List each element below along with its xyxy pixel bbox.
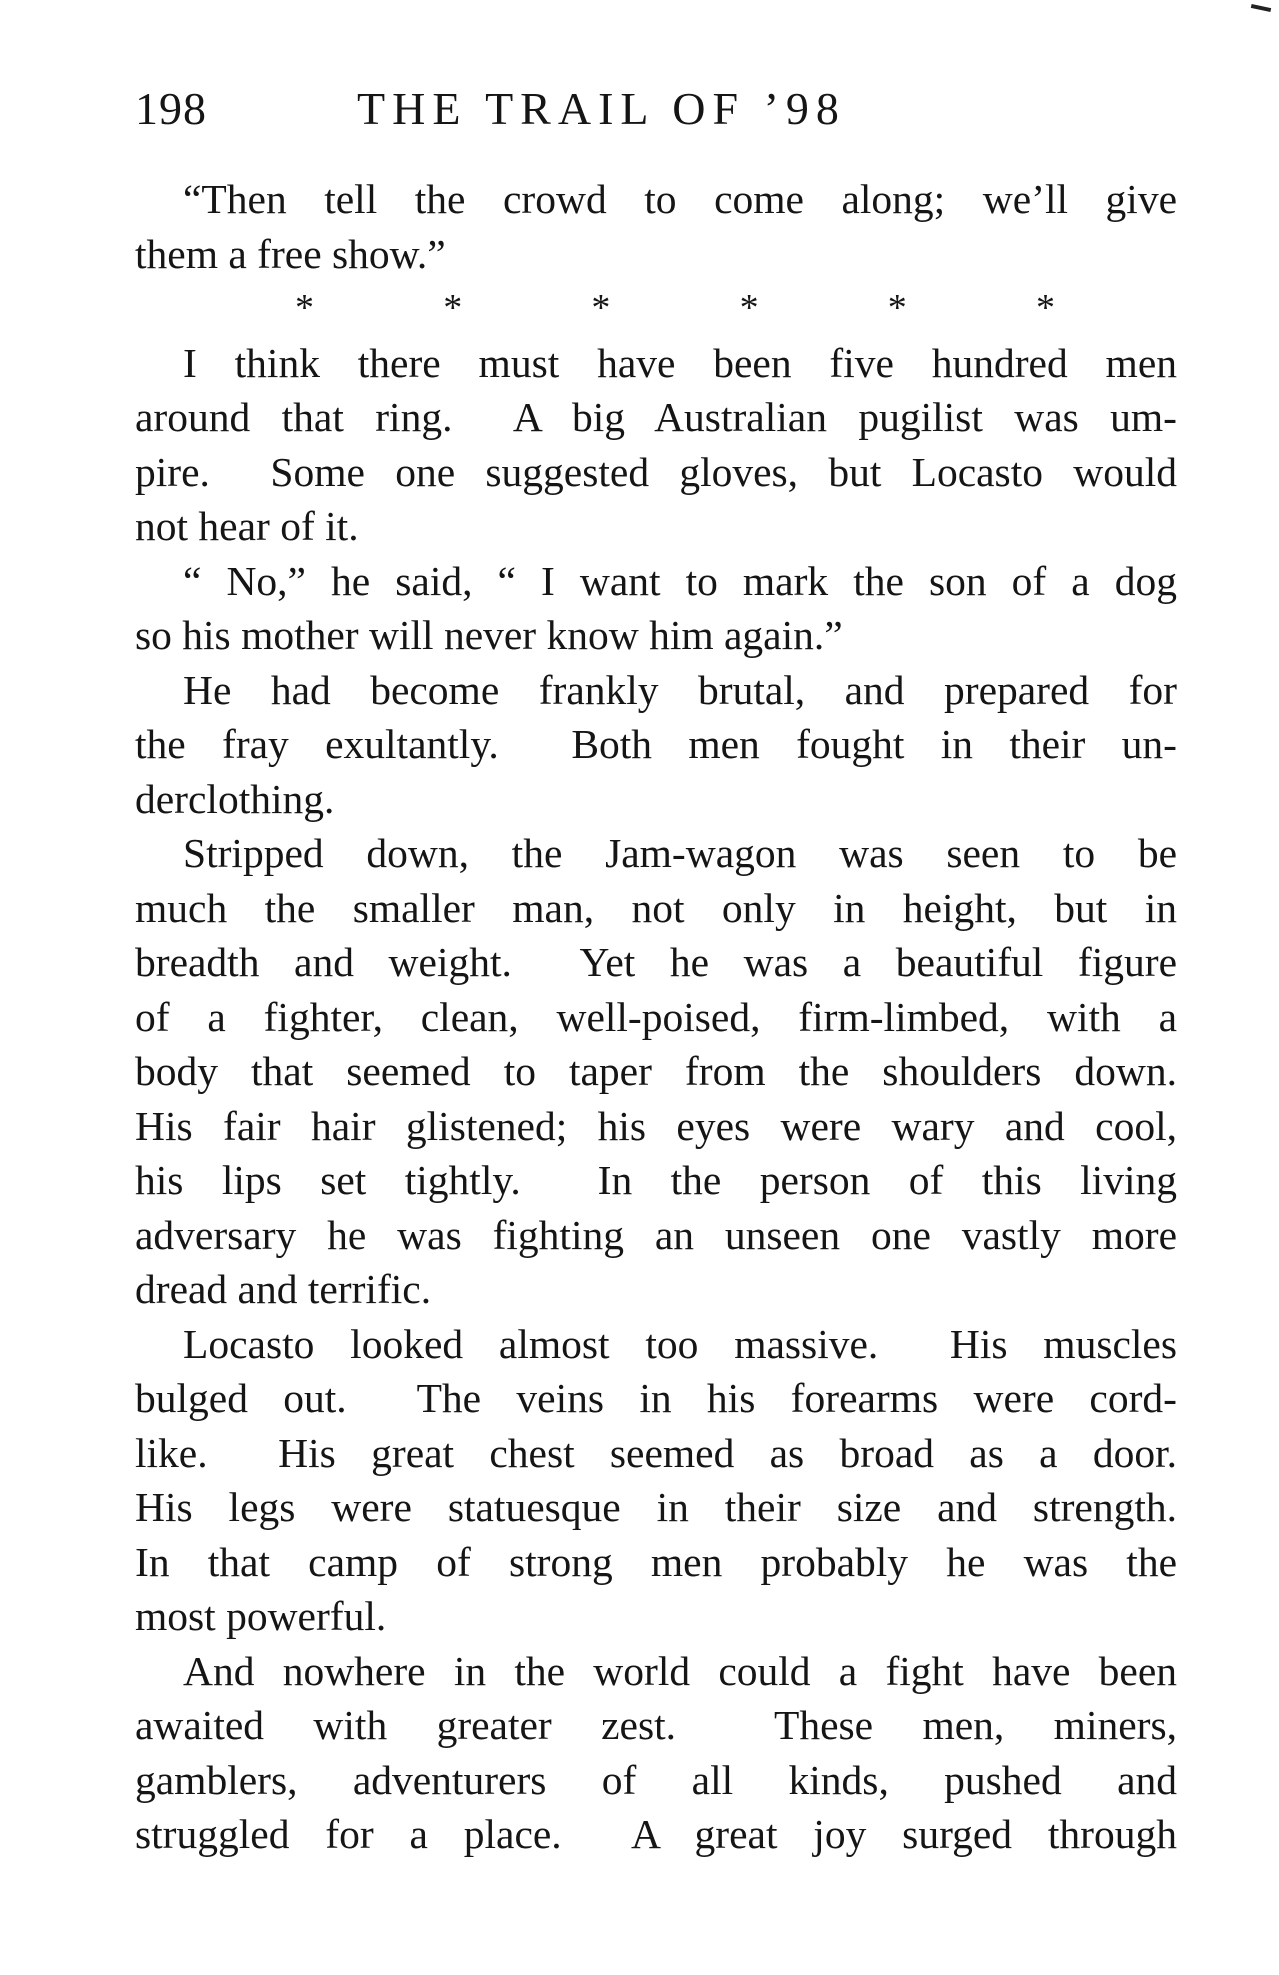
paragraph (135, 1644, 1177, 1862)
text-line: I think there must have been five hundred men (183, 339, 1177, 386)
paragraph (135, 554, 1177, 663)
asterisk: * (591, 287, 611, 329)
text-line: And nowhere in the world could a fight have been (183, 1647, 1177, 1694)
paragraph (135, 172, 1177, 281)
paragraph (135, 1317, 1177, 1644)
asterisk: * (295, 287, 314, 329)
text-line: so his mother will never know him again.” (135, 612, 843, 658)
running-title: THE TRAIL OF ’98 (357, 83, 846, 134)
text-line: derclothing. (135, 775, 335, 822)
asterisk: * (887, 287, 907, 329)
section-break-asterisks (295, 281, 1055, 336)
text-line: Stripped down, the Jam-wagon was seen to be (183, 830, 1177, 876)
page-header (135, 82, 1035, 142)
text-line: gamblers, adventurers of all kinds, pushed and (135, 1756, 1177, 1803)
text-line: like. His great chest seemed as broad as a door. (135, 1429, 1177, 1476)
text-line: In that camp of strong men probably he was the (135, 1538, 1177, 1585)
text-line: He had become frankly brutal, and prepared for (183, 666, 1177, 713)
text-line: them a free show.” (135, 230, 446, 277)
text-line: “ No,” he said, “ I want to mark the son of a dog (183, 557, 1177, 604)
text-line: of a fighter, clean, well-poised, firm-limbed, with a (135, 993, 1177, 1040)
text-line: His fair hair glistened; his eyes were wary and cool, (135, 1102, 1177, 1149)
text-line: bulged out. The veins in his forearms were cord- (135, 1375, 1177, 1421)
text-line: awaited with greater zest. These men, miners, (135, 1702, 1177, 1748)
asterisk: * (443, 287, 463, 329)
paragraph (135, 336, 1177, 554)
paragraph (135, 663, 1177, 827)
text-line: his lips set tightly. In the person of this living (135, 1157, 1177, 1203)
asterisk: * (1035, 287, 1055, 329)
text-line: adversary he was fighting an unseen one vastly more (135, 1211, 1177, 1258)
text-line: breadth and weight. Yet he was a beautiful figure (135, 939, 1177, 985)
body-text (135, 172, 1177, 1862)
text-line: body that seemed to taper from the shoulders down. (135, 1048, 1177, 1094)
paragraph (135, 826, 1177, 1317)
asterisk: * (739, 287, 759, 329)
text-line: around that ring. A big Australian pugilist was um- (135, 394, 1177, 440)
corner-mark (1251, 4, 1271, 12)
text-line: His legs were statuesque in their size and strength. (135, 1484, 1177, 1530)
text-line: much the smaller man, not only in height, but in (135, 884, 1177, 931)
text-line: Locasto looked almost too massive. His muscles (183, 1320, 1177, 1367)
text-line: pire. Some one suggested gloves, but Locasto would (135, 448, 1177, 495)
text-line: the fray exultantly. Both men fought in their un- (135, 721, 1177, 767)
text-line: struggled for a place. A great joy surged through (135, 1811, 1177, 1857)
text-line: dread and terrific. (135, 1266, 432, 1312)
text-line: “Then tell the crowd to come along; we’ll give (183, 176, 1177, 222)
page-number: 198 (135, 83, 207, 134)
text-line: most powerful. (135, 1593, 387, 1639)
text-line: not hear of it. (135, 503, 359, 549)
